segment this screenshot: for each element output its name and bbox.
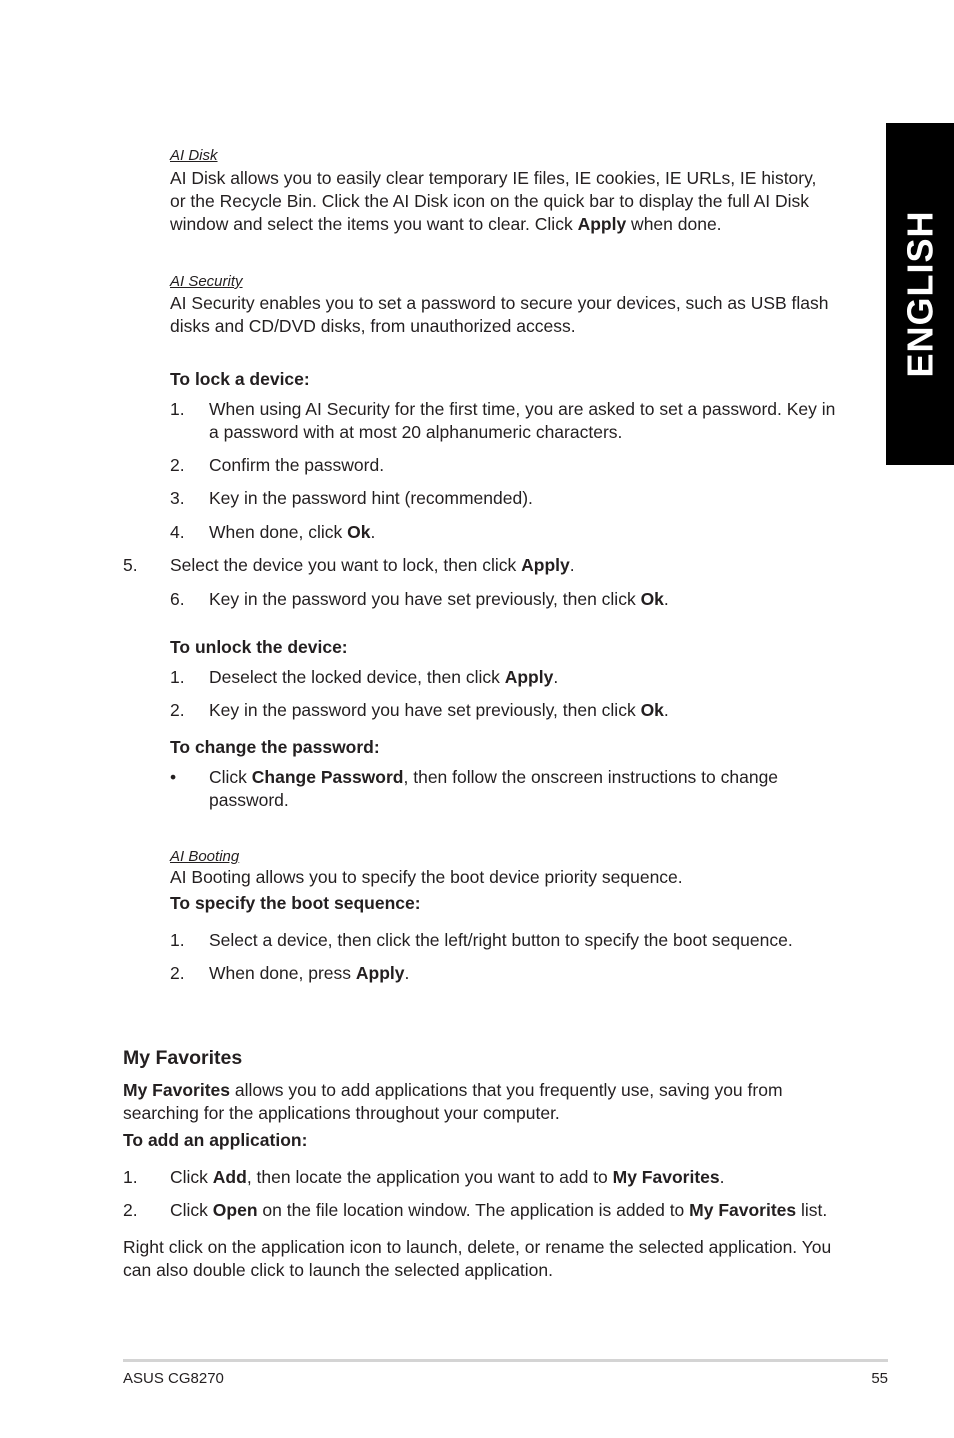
- lock-heading: To lock a device:: [170, 369, 310, 389]
- footer-divider: [123, 1359, 888, 1362]
- my-favorites-intro-line-2: searching for the applications throughout your computer.: [123, 1103, 560, 1123]
- unlock-heading: To unlock the device:: [170, 637, 348, 657]
- lock-step-5-num: 5.: [123, 555, 138, 575]
- boot-step-2-text: When done, press Apply.: [209, 963, 410, 983]
- language-tab: [886, 123, 954, 465]
- lock-step-4-num: 4.: [170, 522, 185, 542]
- my-favorites-outro-line-2: can also double click to launch the selected application.: [123, 1260, 553, 1280]
- lock-step-1-line-2: a password with at most 20 alphanumeric characters.: [209, 422, 623, 442]
- unlock-step-1-text: Deselect the locked device, then click Apply.: [209, 667, 559, 687]
- unlock-step-2-num: 2.: [170, 700, 185, 720]
- lock-step-4-text: When done, click Ok.: [209, 522, 376, 542]
- lock-step-3-text: Key in the password hint (recommended).: [209, 488, 533, 508]
- lock-step-1-line-1: When using AI Security for the first time, you are asked to set a password. Key in: [209, 399, 836, 419]
- fav-step-2-num: 2.: [123, 1200, 138, 1220]
- add-application-heading: To add an application:: [123, 1130, 308, 1150]
- boot-step-1-text: Select a device, then click the left/right button to specify the boot sequence.: [209, 930, 793, 950]
- my-favorites-outro-line-1: Right click on the application icon to launch, delete, or rename the selected application. You: [123, 1237, 832, 1257]
- boot-sequence-heading: To specify the boot sequence:: [170, 893, 421, 913]
- lock-step-2-num: 2.: [170, 455, 185, 475]
- fav-step-2-text: Click Open on the file location window. The application is added to My Favorites list.: [170, 1200, 828, 1220]
- unlock-step-1-num: 1.: [170, 667, 185, 687]
- change-password-heading: To change the password:: [170, 737, 380, 757]
- fav-step-1-num: 1.: [123, 1167, 138, 1187]
- lock-step-6-text: Key in the password you have set previously, then click Ok.: [209, 589, 669, 609]
- my-favorites-intro-line-1: My Favorites allows you to add applications that you frequently use, saving you from: [123, 1080, 783, 1100]
- boot-step-2-num: 2.: [170, 963, 185, 983]
- change-password-line-2: password.: [209, 790, 289, 810]
- ai-disk-line-1: AI Disk allows you to easily clear temporary IE files, IE cookies, IE URLs, IE history,: [170, 168, 817, 188]
- ai-security-line-1: AI Security enables you to set a password to secure your devices, such as USB flash: [170, 293, 829, 313]
- lock-step-2-text: Confirm the password.: [209, 455, 385, 475]
- ai-booting-title: AI Booting: [170, 848, 240, 865]
- boot-step-1-num: 1.: [170, 930, 185, 950]
- ai-disk-line-2: or the Recycle Bin. Click the AI Disk icon on the quick bar to display the full AI Disk: [170, 191, 810, 211]
- language-tab-label: ENGLISH: [899, 210, 941, 378]
- ai-booting-desc: AI Booting allows you to specify the boot device priority sequence.: [170, 867, 683, 887]
- lock-step-3-num: 3.: [170, 488, 185, 508]
- fav-step-1-text: Click Add, then locate the application you want to add to My Favorites.: [170, 1167, 725, 1187]
- footer-model: ASUS CG8270: [123, 1370, 224, 1387]
- page-number: 55: [871, 1370, 888, 1387]
- ai-security-title: AI Security: [170, 273, 243, 290]
- unlock-step-2-text: Key in the password you have set previously, then click Ok.: [209, 700, 669, 720]
- change-password-line-1: Click Change Password, then follow the onscreen instructions to change: [209, 767, 779, 787]
- change-bullet: •: [170, 767, 177, 787]
- lock-step-5-text: Select the device you want to lock, then click Apply.: [170, 555, 575, 575]
- my-favorites-title: My Favorites: [123, 1047, 243, 1069]
- ai-security-line-2: disks and CD/DVD disks, from unauthorized access.: [170, 316, 576, 336]
- lock-step-6-num: 6.: [170, 589, 185, 609]
- ai-disk-line-3: window and select the items you want to clear. Click Apply when done.: [170, 214, 722, 234]
- ai-disk-title: AI Disk: [170, 147, 218, 164]
- lock-step-1-num: 1.: [170, 399, 185, 419]
